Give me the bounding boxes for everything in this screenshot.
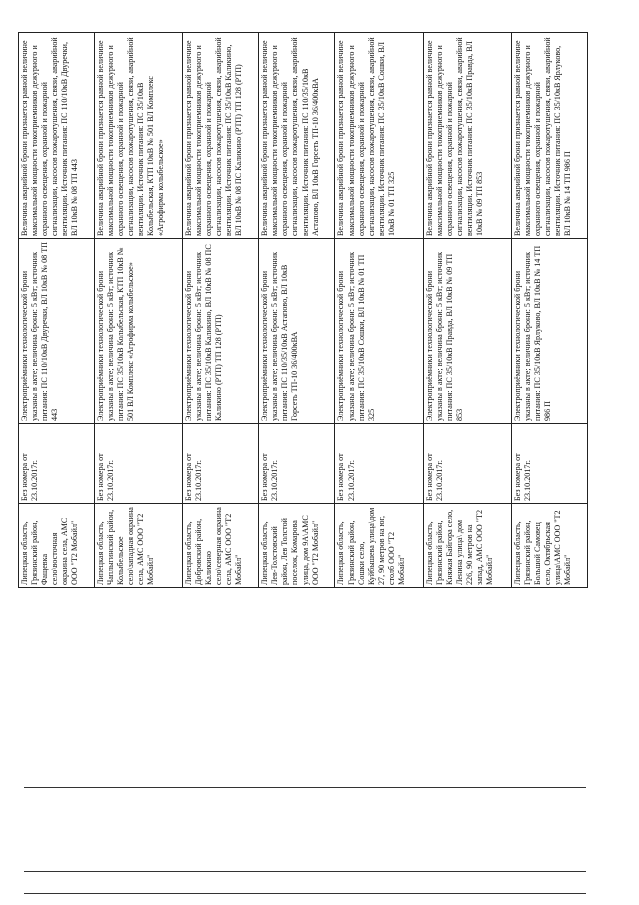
horizontal-rule bbox=[24, 787, 586, 788]
location-cell: Липецкая область, Грязинский район, Большой Самовец село, Октябрьская улица\АМС ООО "Т2 Мобайл" bbox=[511, 504, 587, 588]
act-cell: Без номера от 23.10.2017г. bbox=[259, 424, 335, 504]
horizontal-rule bbox=[24, 893, 586, 894]
rotated-table-container bbox=[18, 33, 588, 588]
location-cell: Липецкая область, Грязинский район, Сошки село, Куйбышева улица\дом 27, 90 метров на юг, столб ООО "Т2 Мобайл" bbox=[335, 504, 423, 588]
equipment-cell: Электроприёмники технологической брони указаны в акте; величина брони: 5 кВт; источник питания: ПС 110/10кВ Двуречки, ВЛ 10кВ № 08 ТП 443 bbox=[19, 239, 95, 424]
emergency-cell: Величина аварийной брони признается равной величине максимальной мощности токоприемников дежурного и охранного освещения, охранной и пожарной сигнализации, насосов пожаротушения, связи, аварийной вентиляции. Источник питания: ПС 35/10кВ Ярлуково, ВЛ 10кВ № 14 ТП 986 П bbox=[511, 33, 587, 239]
act-cell: Без номера от 23.10.2017г. bbox=[511, 424, 587, 504]
emergency-cell: Величина аварийной брони признается равной величине максимальной мощности токоприемников дежурного и охранного освещения, охранной и пожарной сигнализации, насосов пожаротушения, связи, аварийной вентиляции. Источник питания: ПС 35/10кВ Правда, ВЛ 10кВ № 09 ТП 853 bbox=[423, 33, 511, 239]
location-cell: Липецкая область, Грязинский район, Фащевка село\восточная окраина села, АМС ООО "Т2 Мобайл" bbox=[19, 504, 95, 588]
table-row bbox=[19, 33, 95, 588]
location-cell: Липецкая область, Лев-Толстовский район, Лев Толстой поселок, Комарова улица, дом 9А\АМС ООО "Т2 Мобайл" bbox=[259, 504, 335, 588]
emergency-cell: Величина аварийной брони признается равной величине максимальной мощности токоприемников дежурного и охранного освещения, охранной и пожарной сигнализации, насосов пожаротушения, связи, аварийной вентиляции. Источник питания: ПС 35/10кВ Сошки, ВЛ 10кВ № 01 ТП 325 bbox=[335, 33, 423, 239]
equipment-cell: Электроприёмники технологической брони указаны в акте; величина брони: 5 кВт; источник питания: ПС 35/10кВ Каликино, ВЛ 10кВ № 08 ПС Каликино (РТП) ТП 128 (РТП) bbox=[183, 239, 259, 424]
act-cell: Без номера от 23.10.2017г. bbox=[423, 424, 511, 504]
act-cell: Без номера от 23.10.2017г. bbox=[19, 424, 95, 504]
table-row bbox=[259, 33, 335, 588]
emergency-cell: Величина аварийной брони признается равной величине максимальной мощности токоприемников дежурного и охранного освещения, охранной и пожарной сигнализации, насосов пожаротушения, связи, аварийной вентиляции. Источник питания: ПС 110/35/10кВ Астапово, ВЛ 10кВ Горсеть ТП-10 36/400кВА bbox=[259, 33, 335, 239]
location-cell: Липецкая область, Грязинский район, Княжая Байгора село, Ленина улица\ дом 226, 90 метров на запад, АМС ООО "Т2 Мобайл" bbox=[423, 504, 511, 588]
equipment-cell: Электроприёмники технологической брони указаны в акте; величина брони: 5 кВт; источник питания: ПС 110/35/10кВ Астапово, ВЛ 10кВ Горсеть ТП-10 36/400кВА bbox=[259, 239, 335, 424]
table-row bbox=[335, 33, 423, 588]
equipment-cell: Электроприёмники технологической брони указаны в акте; величина брони: 5 кВт; источник питания: ПС 35/10кВ Сошки, ВЛ 10кВ № 01 ТП 325 bbox=[335, 239, 423, 424]
table-row bbox=[183, 33, 259, 588]
act-cell: Без номера от 23.10.2017г. bbox=[335, 424, 423, 504]
location-cell: Липецкая область, Добровский район, Каликино село\северная окраина села, АМС ООО "Т2 Мобайл" bbox=[183, 504, 259, 588]
table-row bbox=[95, 33, 183, 588]
location-cell: Липецкая область, Чаплыгинский район, Колыбельское село\западная окраина села, АМС ООО "Т2 Мобайл" bbox=[95, 504, 183, 588]
horizontal-rule bbox=[24, 871, 586, 872]
emergency-cell: Величина аварийной брони признается равной величине максимальной мощности токоприемников дежурного и охранного освещения, охранной и пожарной сигнализации, насосов пожаротушения, связи, аварийной вентиляции. Источник питания: ПС 110/10кВ Двуречки, ВЛ 10кВ № 08 ТП 443 bbox=[19, 33, 95, 239]
equipment-cell: Электроприёмники технологической брони указаны в акте; величина брони: 5 кВт; источник питания: ПС 35/10кВ Колыбельская, КТП 10кВ № 501 ВЛ Комплекс «Агрофирма колыбельское» bbox=[95, 239, 183, 424]
emergency-cell: Величина аварийной брони признается равной величине максимальной мощности токоприемников дежурного и охранного освещения, охранной и пожарной сигнализации, насосов пожаротушения, связи, аварийной вентиляции. Источник питания: ПС 35/10кВ Каликино, ВЛ 10кВ № 08 ПС Каликино (РТП) ТП 128 (РТП) bbox=[183, 33, 259, 239]
act-cell: Без номера от 23.10.2017г. bbox=[95, 424, 183, 504]
table-row bbox=[423, 33, 511, 588]
reservation-table bbox=[18, 32, 588, 588]
emergency-cell: Величина аварийной брони признается равной величине максимальной мощности токоприемников дежурного и охранного освещения, охранной и пожарной сигнализации, насосов пожаротушения, связи, аварийной вентиляции. Источник питания: ПС 35/10кВ Колыбельская, КТП 10кВ № 501 ВЛ Комплекс «Агрофирма колыбельское» bbox=[95, 33, 183, 239]
table-row bbox=[511, 33, 587, 588]
equipment-cell: Электроприёмники технологической брони указаны в акте; величина брони: 5 кВт; источник питания: ПС 35/10кВ Правда, ВЛ 10кВ № 09 ТП 853 bbox=[423, 239, 511, 424]
act-cell: Без номера от 23.10.2017г. bbox=[183, 424, 259, 504]
equipment-cell: Электроприёмники технологической брони указаны в акте; величина брони: 5 кВт; источник питания: ПС 35/10кВ Ярлуково, ВЛ 10кВ № 14 ТП 986 П bbox=[511, 239, 587, 424]
